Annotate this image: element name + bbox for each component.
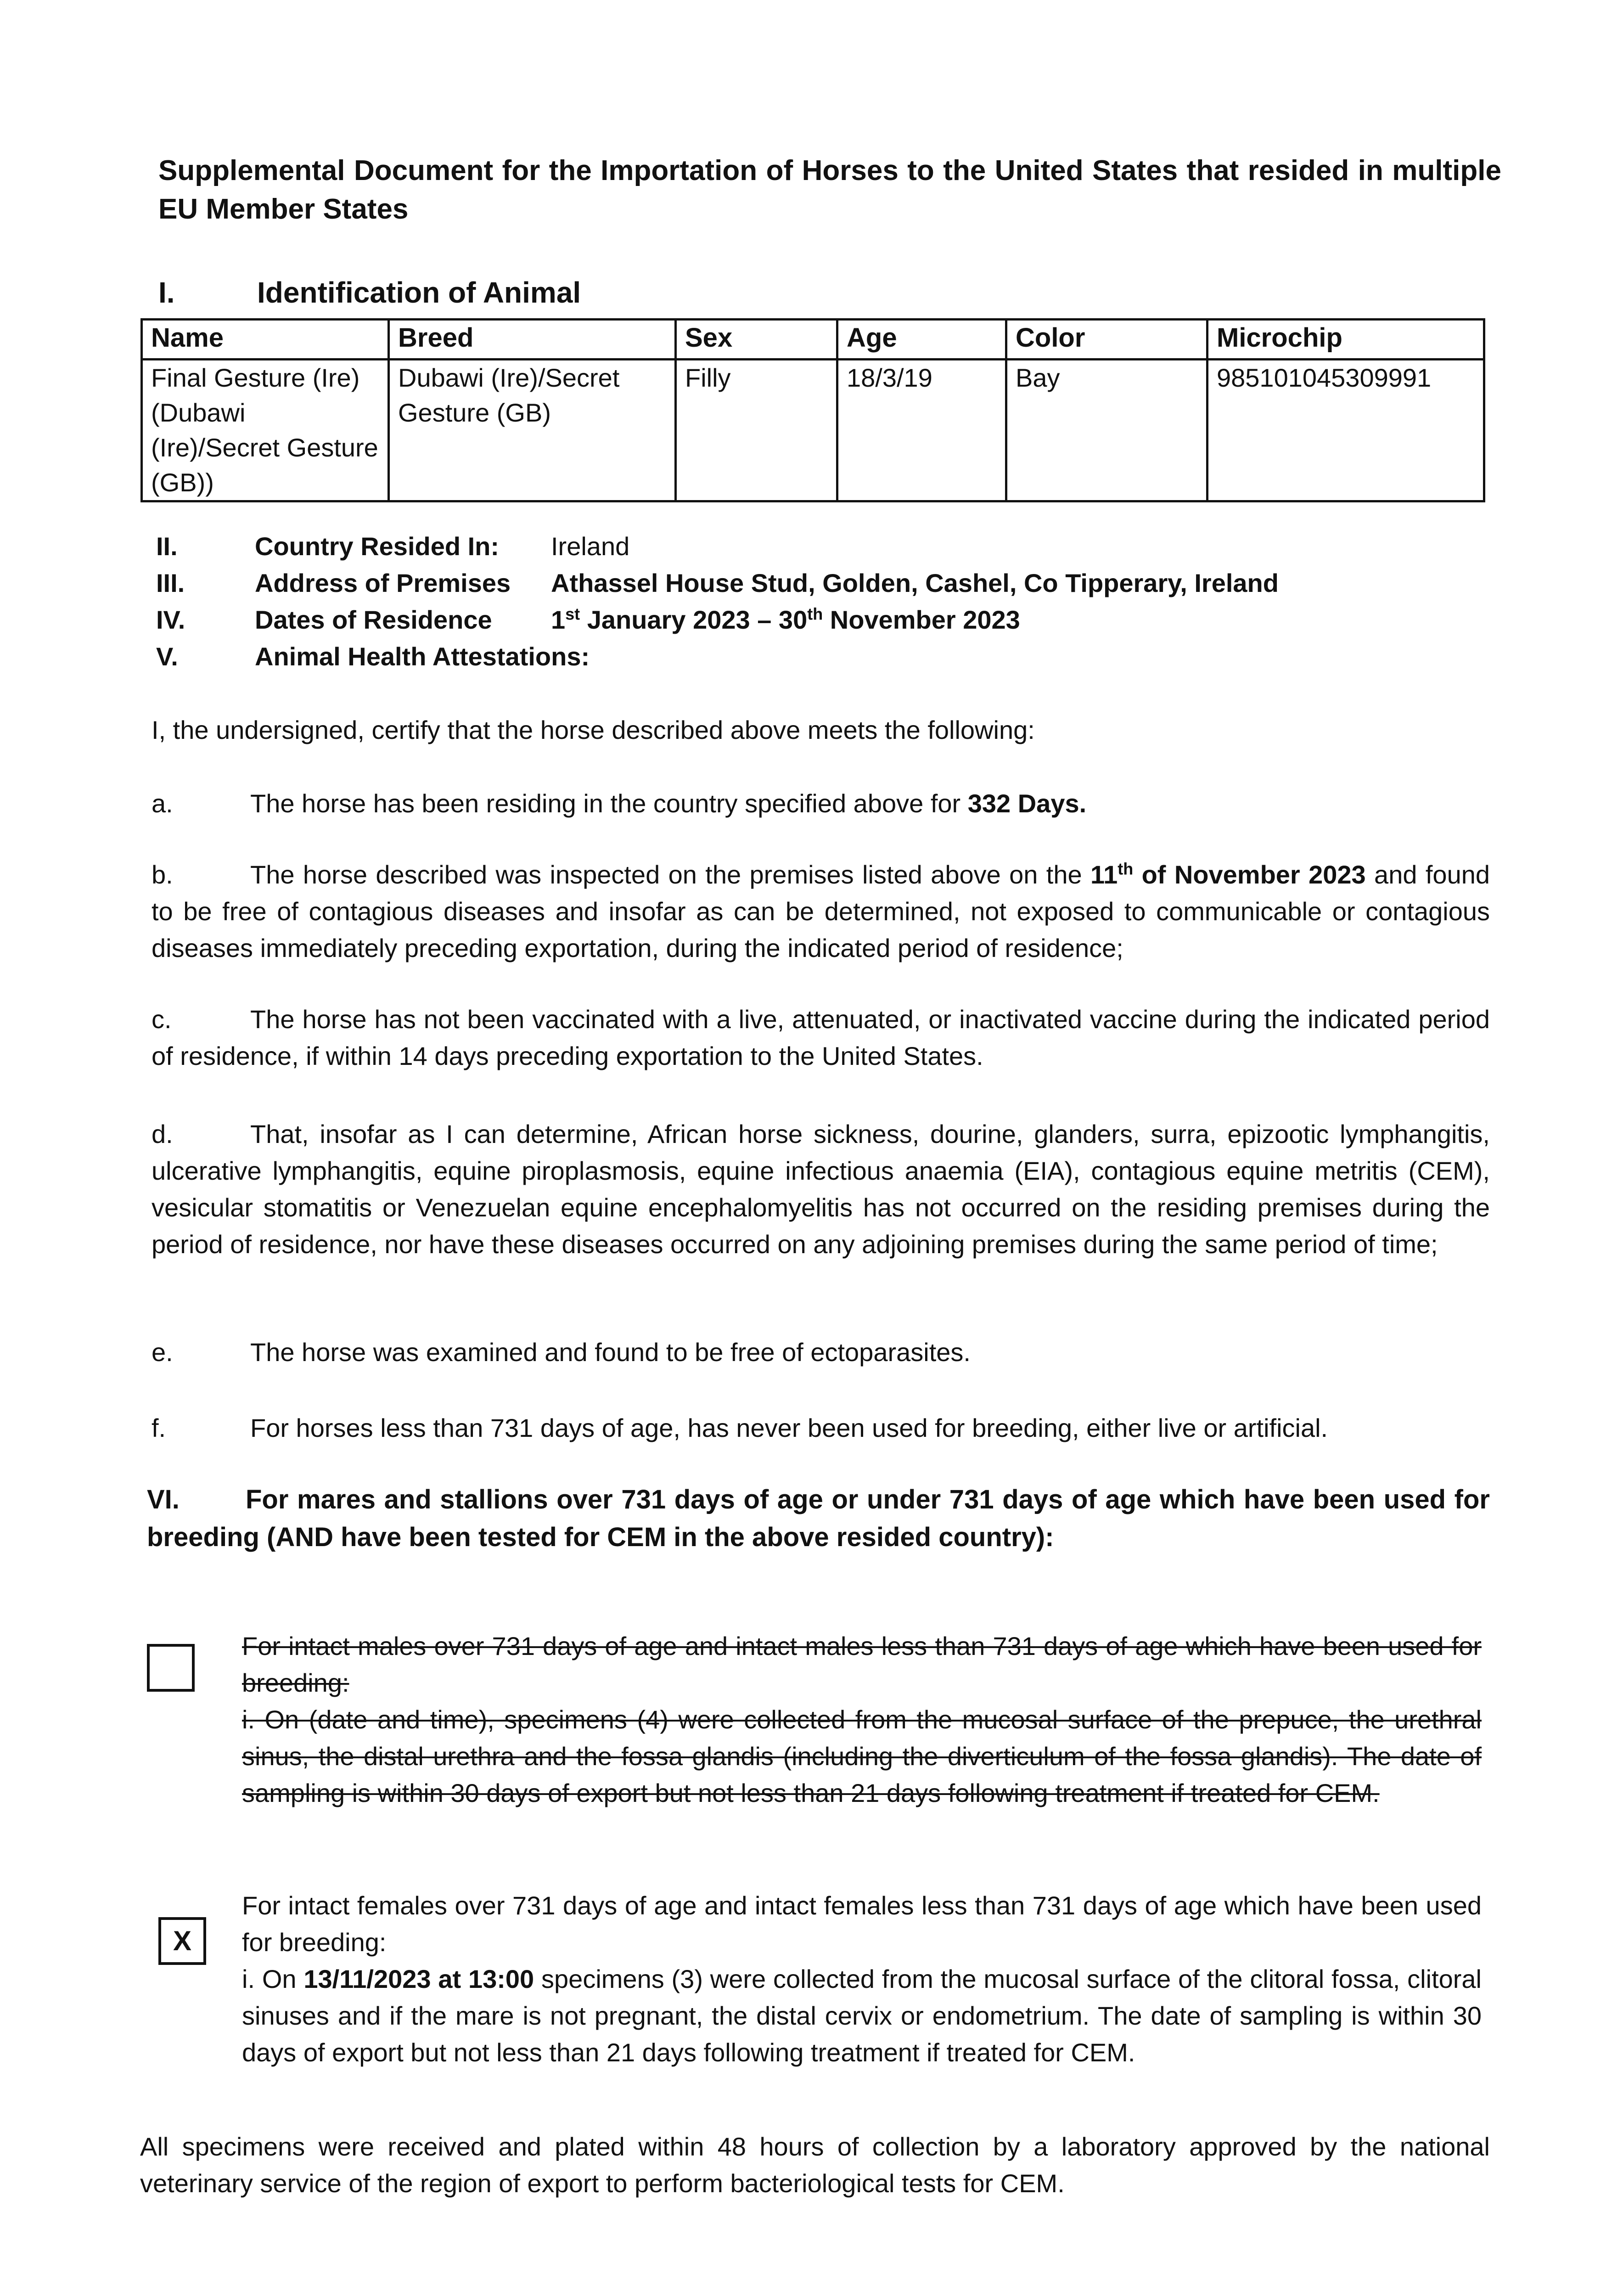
cell-breed: Dubawi (Ire)/Secret Gesture (GB) [389,360,676,501]
country-value: Ireland [551,532,630,561]
dates-row [156,602,1511,638]
attestation-intro: I, the undersigned, certify that the horse described above meets the following: [152,715,1035,744]
inspection-suffix: th [1118,859,1134,878]
header-color: Color [1006,320,1207,360]
females-text [242,1961,1482,2071]
males-heading: For intact males over 731 days of age and intact males less than 731 days of age which have been used for breeding: [242,1632,1482,1697]
attestation-b [152,856,1490,967]
end-day: 30 [778,605,808,634]
address-row [156,565,1511,602]
inspection-day: 11 [1090,860,1118,889]
section-number: I. [158,276,175,309]
table-header-row [142,320,1484,360]
section-number: V. [156,642,178,671]
males-text: i. On (date and time), specimens (4) were collected from the mucosal surface of the prepuce, the urethral sinus, the distal urethra and the fossa glandis (including the diverticulum of the fossa glandis). The date of sampling is within 30 days of export but not less than 21 days following treatment if treated for CEM. [242,1705,1482,1807]
section-title: Identification of Animal [257,276,581,309]
attestation-f [152,1410,1490,1446]
cell-name: Final Gesture (Ire) (Dubawi (Ire)/Secret Gesture (GB)) [142,360,389,501]
cell-age: 18/3/19 [837,360,1006,501]
item-text: For horses less than 731 days of age, has never been used for breeding, either live or artificial. [250,1413,1328,1442]
item-letter: f. [152,1413,166,1442]
end-rest: November 2023 [823,605,1020,634]
country-row [156,528,1511,565]
attestations-row [156,638,1511,675]
item-text: The horse has not been vaccinated with a live, attenuated, or inactivated vaccine during the indicated period of residence, if within 14 days preceding exportation to the United States. [152,1005,1490,1070]
males-option [242,1628,1482,1812]
item-letter: d. [152,1120,173,1148]
header-age: Age [837,320,1006,360]
document-title: Supplemental Document for the Importation of Horses to the United States that resided in multiple EU Member States [158,155,1501,225]
section-number: VI. [147,1485,180,1514]
country-label: Country Resided In: [255,532,500,561]
breeding-heading: For mares and stallions over 731 days of age or under 731 days of age which have been used for breeding (AND have been tested for CEM in the above resided country): [147,1485,1490,1552]
section-number: III. [156,568,185,597]
dates-value [551,602,1511,638]
table-row [142,360,1484,501]
females-text-after: specimens (3) were collected from the mucosal surface of the clitoral fossa, clitoral sinuses and if the mare is not pregnant, the distal cervix or endometrium. The date of sampling is within 30 days of export but not less than 21 days following treatment if treated for CEM. [242,1964,1482,2067]
cell-sex: Filly [676,360,837,501]
item-letter: b. [152,860,173,889]
header-microchip: Microchip [1207,320,1484,360]
cell-color: Bay [1006,360,1207,501]
item-letter: e. [152,1338,173,1367]
cell-microchip: 985101045309991 [1207,360,1484,501]
header-sex: Sex [676,320,837,360]
item-letter: c. [152,1005,172,1034]
item-text: The horse was examined and found to be free of ectoparasites. [250,1338,971,1367]
identification-table [140,318,1485,502]
end-suffix: th [807,604,823,624]
sampling-datetime: 13/11/2023 at 13:00 [303,1964,534,1993]
females-checkbox[interactable]: X [158,1917,206,1965]
dates-label: Dates of Residence [255,605,492,634]
section-number: IV. [156,605,185,634]
attestation-d [152,1116,1490,1263]
header-breed: Breed [389,320,676,360]
attestation-c [152,1001,1490,1075]
address-value: Athassel House Stud, Golden, Cashel, Co Tipperary, Ireland [551,568,1279,597]
header-name: Name [142,320,389,360]
attestations-label: Animal Health Attestations: [255,642,590,671]
females-option [242,1887,1482,2071]
item-text: That, insofar as I can determine, African horse sickness, dourine, glanders, surra, epizootic lymphangitis, ulcerative lymphangitis, equine piroplasmosis, equine infectious anaemia (EIA), contagious equine metritis (CEM), vesicular stomatitis or Venezuelan equine encephalomyelitis has not occurred on the residing premises during the period of residence, nor have these diseases occurred on any adjoining premises during the same period of time; [152,1120,1490,1259]
item-text-before: The horse described was inspected on the premises listed above on the [250,860,1091,889]
address-label: Address of Premises [255,568,511,597]
attestation-e [152,1334,1490,1371]
item-text: The horse has been residing in the country specified above for [250,789,968,818]
inspection-date [1090,860,1366,889]
inspection-rest: of November 2023 [1133,860,1366,889]
section-breeding-heading [147,1481,1490,1556]
females-text-prefix: i. On [242,1964,304,1993]
residence-days: 332 Days. [967,789,1087,818]
section-identification-heading [158,273,581,312]
males-checkbox[interactable] [147,1644,195,1692]
section-number: II. [156,532,178,561]
closing-statement: All specimens were received and plated within 48 hours of collection by a laboratory approved by the national veterinary service of the region of export to perform bacteriological tests for CEM. [140,2132,1490,2198]
start-rest: January 2023 – [580,605,779,634]
start-day: 1 [551,605,566,634]
attestation-a [152,785,1490,822]
residence-section [156,528,1511,675]
females-heading: For intact females over 731 days of age and intact females less than 731 days of age which have been used for breeding: [242,1891,1482,1957]
item-letter: a. [152,789,173,818]
item-text-after: and found to be free of contagious diseases and insofar as can be determined, not exposed to communicable or contagious diseases immediately preceding exportation, during the indicated period of residence; [152,860,1490,962]
start-suffix: st [565,604,580,624]
